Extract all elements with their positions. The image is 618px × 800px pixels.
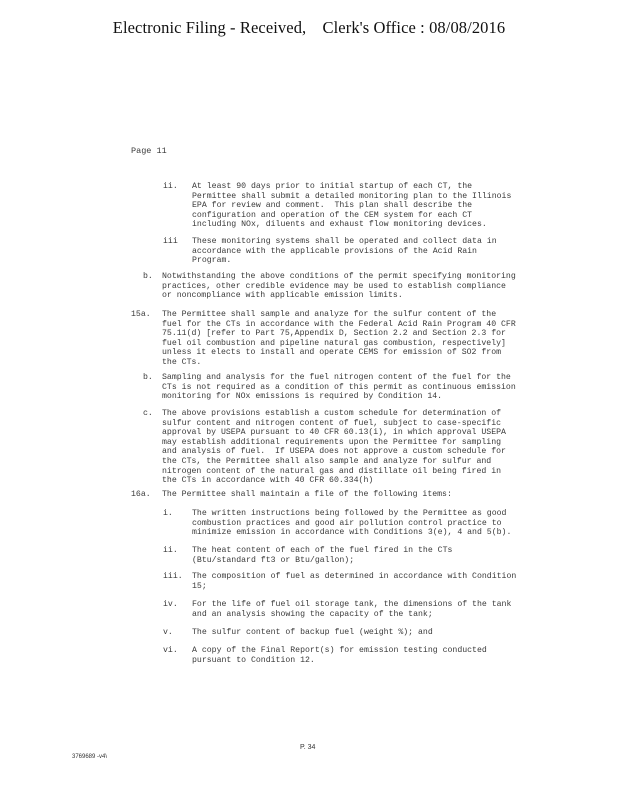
item-16i-label: i.: [163, 509, 173, 518]
item-15a-text: The Permittee shall sample and analyze for the sulfur content of the fuel for the CTs in accordance with the Federal Acid Rain Program 40 CFR 75.11(d) [refer to Part 75,Appendix D, Section 2.2 and Section 2.3 for fuel oil combustion and pipeline natural gas combustion, respectively] unless it elects to install and operate CEMS for emission of SO2 from the CTs.: [162, 310, 516, 367]
item-16v-text: The sulfur content of backup fuel (weight %); and: [192, 628, 433, 637]
item-16a-label: 16a.: [131, 490, 151, 499]
item-16a-text: The Permittee shall maintain a file of the following items:: [162, 490, 452, 499]
item-15a-label: 15a.: [131, 310, 151, 319]
page-number-label: Page 11: [131, 146, 167, 156]
filing-office-date: Clerk's Office : 08/08/2016: [322, 18, 506, 37]
item-b-label: b.: [143, 272, 153, 281]
item-16ii-text: The heat content of each of the fuel fired in the CTs (Btu/standard ft3 or Btu/gallon);: [192, 546, 453, 565]
item-15c-text: The above provisions establish a custom schedule for determination of sulfur content and nitrogen content of fuel, subject to case-specific approval by USEPA pursuant to 40 CFR 60.13(i), in which approval USEPA may establish additional requirements upon the Permittee for sampling and analysis of fuel. If USEPA does not approve a custom schedule for the CTs, the Permittee shall also sample and analyze for sulfur and nitrogen content of the natural gas and distillate oil being fired in the CTs in accordance with 40 CFR 60.334(h): [162, 409, 506, 486]
footer-document-id: 3769689 -v4\: [72, 754, 108, 760]
item-16iv-text: For the life of fuel oil storage tank, the dimensions of the tank and an analysis showing the capacity of the tank;: [192, 600, 512, 619]
item-16vi-label: vi.: [163, 646, 178, 655]
item-iii-text: These monitoring systems shall be operated and collect data in accordance with the applicable provisions of the Acid Rain Program.: [192, 237, 497, 266]
filing-received-text: Electronic Filing - Received,: [112, 18, 307, 37]
item-16iv-label: iv.: [163, 600, 178, 609]
item-15c-label: c.: [143, 409, 153, 418]
item-16iii-text: The composition of fuel as determined in accordance with Condition 15;: [192, 572, 517, 591]
footer-page-number: P. 34: [300, 744, 316, 751]
item-16vi-text: A copy of the Final Report(s) for emission testing conducted pursuant to Condition 12.: [192, 646, 487, 665]
item-16ii-label: ii.: [163, 546, 178, 555]
item-b-text: Notwithstanding the above conditions of the permit specifying monitoring practices, other credible evidence may be used to establish compliance or noncompliance with applicable emission limits.: [162, 272, 516, 301]
item-15b-text: Sampling and analysis for the fuel nitrogen content of the fuel for the CTs is not required as a condition of this permit as continuous emission monitoring for NOx emissions is required by Condition 14.: [162, 373, 516, 402]
item-15b-label: b.: [143, 373, 153, 382]
filing-stamp: [0, 18, 618, 38]
item-16i-text: The written instructions being followed by the Permittee as good combustion practices and good air pollution control practice to minimize emission in accordance with Conditions 3(e), 4 and 5(b).: [192, 509, 512, 538]
item-ii-text: At least 90 days prior to initial startup of each CT, the Permittee shall submit a detailed monitoring plan to the Illinois EPA for review and comment. This plan shall describe the configuration and operation of the CEM system for each CT including NOx, diluents and exhaust flow monitoring devices.: [192, 182, 512, 230]
item-16iii-label: iii.: [163, 572, 183, 581]
item-iii-label: iii: [163, 237, 178, 246]
item-ii-label: ii.: [163, 182, 178, 191]
item-16v-label: v.: [163, 628, 173, 637]
